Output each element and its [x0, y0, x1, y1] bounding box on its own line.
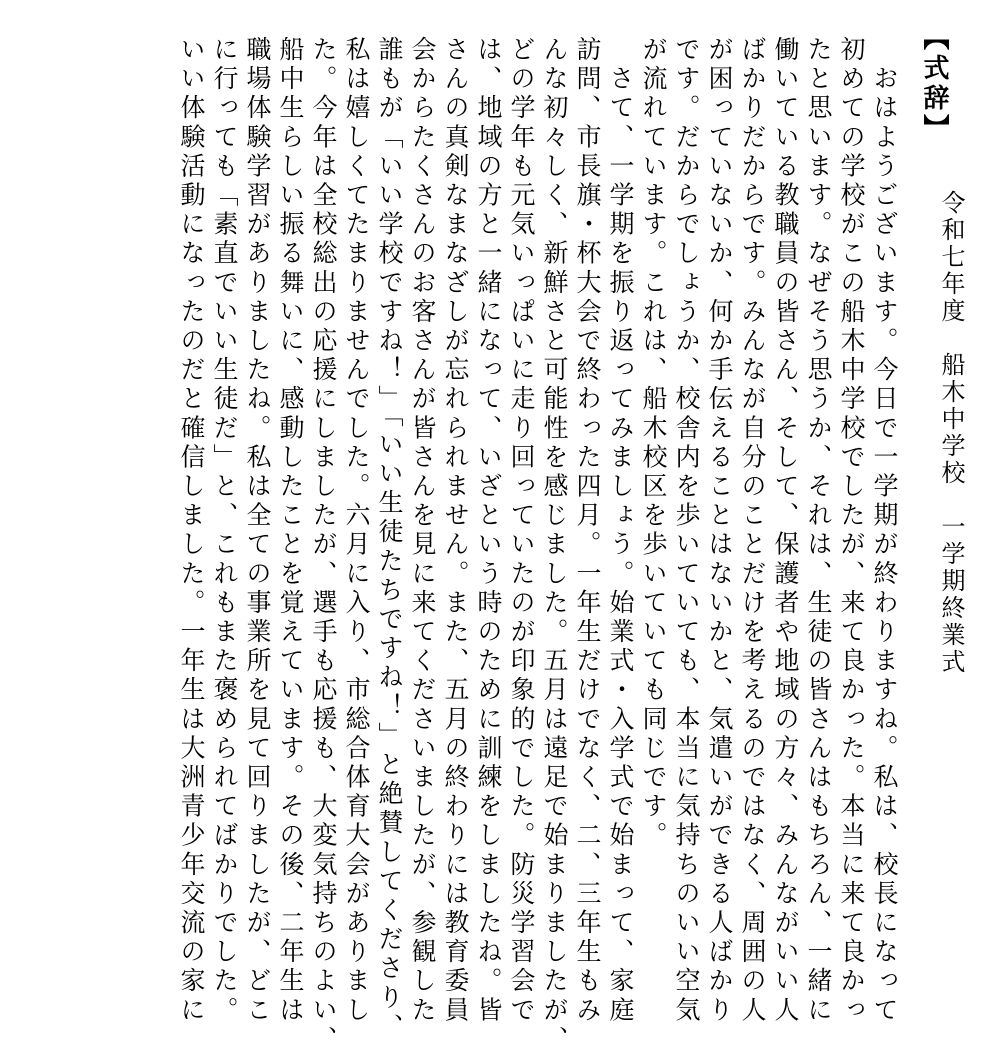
body-line: です。だからでしょうか、校舎内を歩いていても、本当に気持ちのいい空気 — [672, 36, 701, 1026]
body-line: 会からたくさんのお客さんが皆さんを見に来てくださいましたが、参観した — [408, 36, 437, 1026]
body-line: 初めての学校がこの船木中学校でしたが、来て良かった。本当に来て良かっ — [837, 36, 866, 1026]
body-line: さんの真剣なまなざしが忘れられません。また、五月の終わりには教育委員 — [441, 36, 470, 1026]
body-line: んな初々しく、新鮮さと可能性を感じました。五月は遠足で始まりましたが、 — [540, 36, 569, 1055]
body-line: に行っても「素直でいい生徒だ」と、これもまた褒められてばかりでした。 — [210, 36, 239, 1026]
body-line: 船中生らしい振る舞いに、感動したことを覚えています。その後、二年生は — [276, 36, 305, 1026]
body-line: どの学年も元気いっぱいに走り回っていたのが印象的でした。防災学習会で — [507, 36, 536, 1026]
body-line: た。今年は全校総出の応援にしましたが、選手も応援も、大変気持ちのよい、 — [309, 36, 338, 1055]
body-line: 訪問、市長旗・杯大会で終わった四月。一年生だけでなく、二、三年生もみ — [573, 36, 602, 1026]
ceremony-title: 令和七年度 船木中学校 一学期終業式 — [937, 190, 965, 676]
body-line: たと思います。なぜそう思うか、それは、生徒の皆さんはもちろん、一緒に — [804, 36, 833, 1026]
body-line: が流れています。これは、船木校区を歩いていても同じです。 — [639, 36, 668, 851]
body-line: 職場体験学習がありましたね。私は全ての事業所を見て回りましたが、どこ — [243, 36, 272, 1026]
body-line: は、地域の方と一緒になって、いざという時のために訓練をしましたね。皆 — [474, 36, 503, 1026]
body-line: 私は嬉しくてたまりませんでした。六月に入り、市総合体育大会がありまし — [342, 36, 371, 1026]
body-line: 働いている教職員の皆さん、そして、保護者や地域の方々、みんながいい人 — [771, 36, 800, 1026]
body-line: が困っていないか、何か手伝えることはないかと、気遣いができる人ばかり — [705, 36, 734, 1026]
section-heading: 【式辞】 — [919, 24, 949, 145]
body-line: ばかりだからです。みんなが自分のことだけを考えるのではなく、周囲の人 — [738, 36, 767, 1026]
body-line: 誰もが「いい学校ですね！」「いい生徒たちですね！」と絶賛してくださり、 — [375, 36, 404, 1042]
body-line: いい体験活動になったのだと確信しました。一年生は大洲青少年交流の家に — [177, 36, 206, 1026]
body-line: さて、一学期を振り返ってみましょう。始業式・入学式で始まって、家庭 — [606, 36, 635, 1026]
body-line: おはようございます。今日で一学期が終わりますね。私は、校長になって — [870, 36, 899, 1026]
